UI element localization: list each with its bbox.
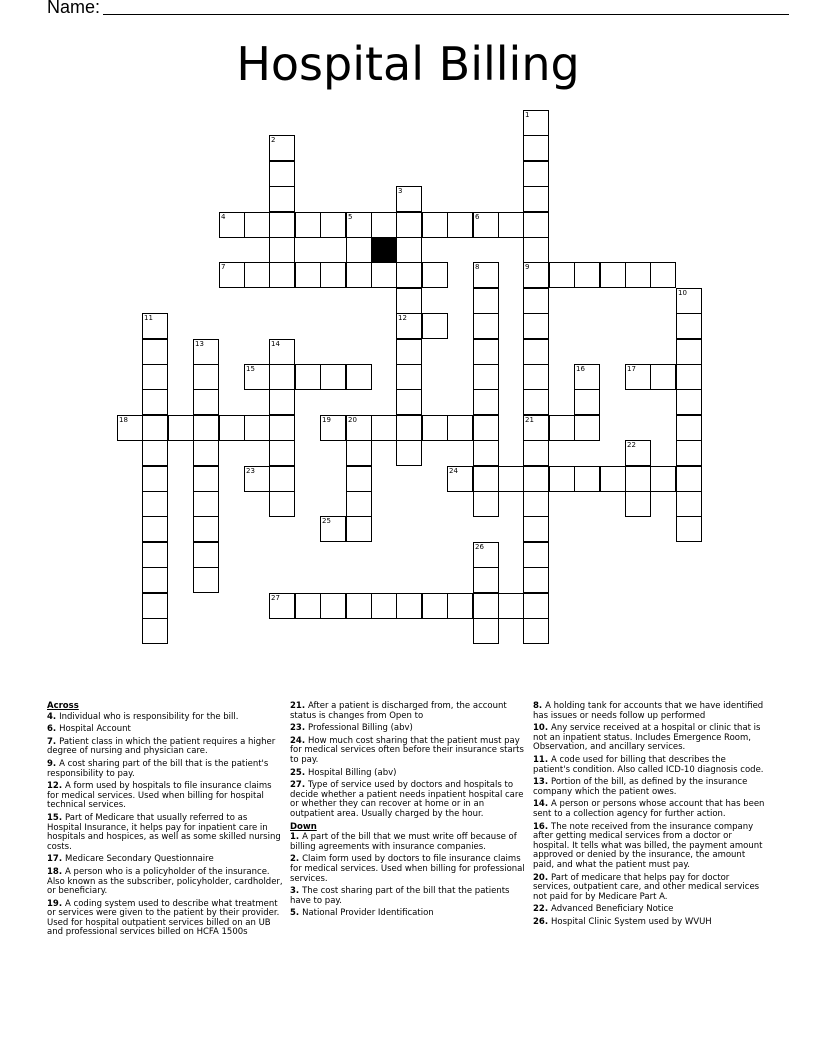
grid-cell[interactable] xyxy=(473,262,499,288)
clue-text: Medicare Secondary Questionnaire xyxy=(65,854,214,865)
clue-number: 2. xyxy=(290,854,303,865)
grid-cell[interactable] xyxy=(168,415,194,441)
grid-cell[interactable] xyxy=(523,339,549,365)
clue-number: 19. xyxy=(47,898,66,909)
clue-number: 23. xyxy=(290,723,309,734)
grid-cell[interactable] xyxy=(523,618,549,644)
grid-cell[interactable] xyxy=(346,364,372,390)
clue-number: 12. xyxy=(47,781,66,792)
clue-text: A person who is a policyholder of the insurance. Also known as the subscriber, policyholder, cardholder, or beneficiary. xyxy=(47,866,283,897)
clue-text: How much cost sharing that the patient must pay for medical services often before their insurance starts to pay. xyxy=(290,735,524,765)
grid-cell[interactable] xyxy=(523,161,549,187)
grid-cell[interactable] xyxy=(473,288,499,314)
grid-cell[interactable] xyxy=(346,466,372,492)
grid-cell[interactable] xyxy=(473,415,499,441)
clue-text: A holding tank for accounts that we have identified has issues or needs follow up performed xyxy=(533,701,764,721)
grid-cell[interactable] xyxy=(320,212,346,238)
clue-number: 8. xyxy=(533,701,546,711)
cell-number: 1 xyxy=(525,111,530,119)
clue-text: Hospital Account xyxy=(59,724,131,735)
grid-cell[interactable] xyxy=(244,212,270,238)
grid-cell[interactable] xyxy=(193,339,219,365)
grid-cell[interactable] xyxy=(244,364,270,390)
grid-cell[interactable] xyxy=(473,212,499,238)
grid-cell[interactable] xyxy=(422,593,448,619)
clue-number: 25. xyxy=(290,767,309,778)
grid-cell[interactable] xyxy=(473,491,499,517)
grid-cell[interactable] xyxy=(625,466,651,492)
grid-cell[interactable] xyxy=(422,313,448,339)
cell-number: 21 xyxy=(525,416,534,424)
clue-number: 9. xyxy=(47,758,60,769)
grid-cell[interactable] xyxy=(193,542,219,568)
page-title: Hospital Billing xyxy=(236,37,580,91)
clue-text: After a patient is discharged from, the account status is changes from Open to xyxy=(290,701,507,721)
grid-cell[interactable] xyxy=(422,212,448,238)
cell-number: 13 xyxy=(195,340,204,348)
grid-cell[interactable] xyxy=(371,262,397,288)
across-heading: Across xyxy=(47,701,79,711)
grid-cell[interactable] xyxy=(523,186,549,212)
clue-number: 14. xyxy=(533,799,552,810)
grid-cell[interactable] xyxy=(396,212,422,238)
grid-cell[interactable] xyxy=(193,389,219,415)
clue-number: 27. xyxy=(290,780,309,791)
grid-cell[interactable] xyxy=(142,542,168,568)
grid-cell[interactable] xyxy=(676,516,702,542)
clue-text: A coding system used to describe what treatment or services were given to the patient by their provider. Used for hospital outpatient services billed on an UB and professional services billed on HCFA 1500s xyxy=(47,898,280,938)
down-clue xyxy=(533,724,765,753)
grid-cell[interactable] xyxy=(473,618,499,644)
grid-cell[interactable] xyxy=(549,262,575,288)
grid-cell[interactable] xyxy=(676,440,702,466)
grid-cell[interactable] xyxy=(269,161,295,187)
clue-number: 18. xyxy=(47,866,66,877)
clue-number: 11. xyxy=(533,754,552,765)
clue-text: Hospital Billing (abv) xyxy=(308,767,397,778)
grid-cell[interactable] xyxy=(549,466,575,492)
grid-cell[interactable] xyxy=(244,262,270,288)
grid-cell[interactable] xyxy=(371,593,397,619)
grid-cell[interactable] xyxy=(142,516,168,542)
grid-cell[interactable] xyxy=(473,313,499,339)
grid-cell[interactable] xyxy=(396,593,422,619)
grid-cell[interactable] xyxy=(269,440,295,466)
grid-cell[interactable] xyxy=(295,593,321,619)
grid-cell[interactable] xyxy=(523,466,549,492)
grid-cell[interactable] xyxy=(523,237,549,263)
grid-cell[interactable] xyxy=(676,339,702,365)
across-clue xyxy=(47,900,283,938)
clue-number: 10. xyxy=(533,723,552,734)
grid-cell[interactable] xyxy=(447,466,473,492)
grid-cell[interactable] xyxy=(371,415,397,441)
grid-cell[interactable] xyxy=(473,466,499,492)
grid-cell[interactable] xyxy=(244,415,270,441)
grid-cell[interactable] xyxy=(142,567,168,593)
grid-cell[interactable] xyxy=(346,491,372,517)
clues-column-2 xyxy=(290,702,526,922)
cell-number: 19 xyxy=(322,416,331,424)
grid-cell[interactable] xyxy=(396,237,422,263)
clue-text: National Provider Identification xyxy=(302,908,434,919)
grid-cell[interactable] xyxy=(396,415,422,441)
grid-cell[interactable] xyxy=(269,262,295,288)
clue-number: 20. xyxy=(533,872,552,883)
grid-cell[interactable] xyxy=(269,186,295,212)
grid-cell[interactable] xyxy=(244,466,270,492)
grid-cell[interactable] xyxy=(269,593,295,619)
cell-number: 10 xyxy=(678,289,687,297)
grid-cell[interactable] xyxy=(142,313,168,339)
grid-cell[interactable] xyxy=(600,262,626,288)
across-clue xyxy=(290,724,526,734)
grid-cell[interactable] xyxy=(320,262,346,288)
grid-cell[interactable] xyxy=(676,466,702,492)
grid-cell[interactable] xyxy=(320,415,346,441)
grid-cell[interactable] xyxy=(523,212,549,238)
grid-cell[interactable] xyxy=(320,593,346,619)
grid-cell[interactable] xyxy=(295,212,321,238)
grid-cell[interactable] xyxy=(346,440,372,466)
cell-number: 23 xyxy=(246,467,255,475)
cell-number: 17 xyxy=(627,365,636,373)
grid-cell[interactable] xyxy=(193,516,219,542)
grid-cell[interactable] xyxy=(523,440,549,466)
grid-cell[interactable] xyxy=(396,339,422,365)
down-clue xyxy=(533,800,765,819)
grid-cell[interactable] xyxy=(498,212,524,238)
clue-text: Portion of the bill, as defined by the insurance company which the patient owes. xyxy=(533,777,748,797)
grid-cell[interactable] xyxy=(320,364,346,390)
grid-cell[interactable] xyxy=(523,593,549,619)
grid-cell[interactable] xyxy=(498,593,524,619)
down-clue xyxy=(290,909,526,919)
down-clue xyxy=(533,778,765,797)
down-clue xyxy=(533,702,765,721)
down-clue xyxy=(290,855,526,884)
cell-number: 11 xyxy=(144,314,153,322)
grid-cell[interactable] xyxy=(523,313,549,339)
clue-number: 4. xyxy=(47,711,60,722)
across-clue xyxy=(290,737,526,766)
grid-cell[interactable] xyxy=(346,593,372,619)
grid-cell[interactable] xyxy=(523,135,549,161)
grid-cell[interactable] xyxy=(422,262,448,288)
grid-cell[interactable] xyxy=(396,440,422,466)
grid-cell[interactable] xyxy=(193,567,219,593)
grid-cell[interactable] xyxy=(650,466,676,492)
down-clue xyxy=(290,833,526,852)
grid-cell[interactable] xyxy=(676,491,702,517)
grid-cell[interactable] xyxy=(473,389,499,415)
grid-cell[interactable] xyxy=(193,440,219,466)
clue-number: 6. xyxy=(47,724,60,735)
across-clue xyxy=(47,868,283,897)
grid-cell[interactable] xyxy=(523,110,549,136)
clue-number: 3. xyxy=(290,886,303,897)
grid-cell[interactable] xyxy=(523,389,549,415)
clue-text: Part of medicare that helps pay for doctor services, outpatient care, and other medical services not paid for by Medicare Part A. xyxy=(533,872,760,902)
cell-number: 24 xyxy=(449,467,458,475)
grid-cell[interactable] xyxy=(625,491,651,517)
cell-number: 20 xyxy=(348,416,357,424)
clue-number: 13. xyxy=(533,777,552,788)
clue-number: 17. xyxy=(47,854,66,865)
clue-text: Part of Medicare that usually referred to as Hospital Insurance, it helps pay for inpatient care in hospitals and hospices, as well as some skilled nursing costs. xyxy=(47,812,281,852)
grid-cell[interactable] xyxy=(473,440,499,466)
cell-number: 18 xyxy=(119,416,128,424)
grid-cell[interactable] xyxy=(193,466,219,492)
grid-cell[interactable] xyxy=(523,542,549,568)
grid-cell[interactable] xyxy=(574,262,600,288)
clue-number: 16. xyxy=(533,821,552,832)
down-clue xyxy=(290,887,526,906)
grid-cell[interactable] xyxy=(193,491,219,517)
grid-cell[interactable] xyxy=(523,364,549,390)
grid-cell[interactable] xyxy=(269,135,295,161)
grid-cell[interactable] xyxy=(269,212,295,238)
grid-cell[interactable] xyxy=(574,415,600,441)
grid-cell[interactable] xyxy=(193,364,219,390)
grid-cell[interactable] xyxy=(473,593,499,619)
across-clue xyxy=(47,782,283,811)
grid-cell[interactable] xyxy=(523,491,549,517)
clue-text: A person or persons whose account that has been sent to a collection agency for further action. xyxy=(533,799,765,819)
clue-number: 21. xyxy=(290,701,309,711)
cell-number: 3 xyxy=(398,187,403,195)
cell-number: 5 xyxy=(348,213,353,221)
grid-cell[interactable] xyxy=(346,262,372,288)
grid-cell[interactable] xyxy=(219,212,245,238)
grid-cell[interactable] xyxy=(396,262,422,288)
grid-cell[interactable] xyxy=(346,415,372,441)
grid-cell[interactable] xyxy=(396,186,422,212)
grid-cell[interactable] xyxy=(142,491,168,517)
clue-text: A code used for billing that describes the patient's condition. Also called ICD-10 diagnosis code. xyxy=(533,754,764,775)
clue-number: 26. xyxy=(533,916,552,927)
clues-column-3 xyxy=(533,702,765,930)
cell-number: 9 xyxy=(525,263,530,271)
grid-cell[interactable] xyxy=(269,415,295,441)
grid-cell[interactable] xyxy=(447,212,473,238)
grid-cell[interactable] xyxy=(142,364,168,390)
grid-cell[interactable] xyxy=(600,466,626,492)
grid-cell[interactable] xyxy=(625,364,651,390)
grid-cell[interactable] xyxy=(676,364,702,390)
across-clue xyxy=(47,855,283,865)
clue-number: 24. xyxy=(290,735,309,746)
cell-number: 12 xyxy=(398,314,407,322)
grid-cell[interactable] xyxy=(142,415,168,441)
cell-number: 8 xyxy=(475,263,480,271)
grid-cell[interactable] xyxy=(219,415,245,441)
grid-cell[interactable] xyxy=(295,262,321,288)
clue-text: A form used by hospitals to file insurance claims for medical services. Used when billing for hospital technical services. xyxy=(47,781,272,811)
grid-cell[interactable] xyxy=(396,389,422,415)
clue-text: Any service received at a hospital or clinic that is not an inpatient status. Includes Emergence Room, Observation, and ancillary services. xyxy=(533,723,761,753)
grid-cell[interactable] xyxy=(625,440,651,466)
across-clue xyxy=(47,814,283,852)
clue-text: A part of the bill that we must write off because of billing agreements with insurance companies. xyxy=(290,832,517,852)
cell-number: 26 xyxy=(475,543,484,551)
grid-cell[interactable] xyxy=(625,262,651,288)
grid-cell[interactable] xyxy=(396,364,422,390)
down-clue xyxy=(533,918,765,928)
grid-cell[interactable] xyxy=(650,262,676,288)
grid-cell[interactable] xyxy=(396,288,422,314)
clue-text: Claim form used by doctors to file insurance claims for medical services. Used when billing for professional services. xyxy=(290,854,525,884)
across-clue xyxy=(47,725,283,735)
cell-number: 7 xyxy=(221,263,226,271)
clue-text: Hospital Clinic System used by WVUH xyxy=(551,916,712,927)
clue-text: Advanced Beneficiary Notice xyxy=(551,904,674,915)
grid-cell[interactable] xyxy=(523,516,549,542)
clue-text: Type of service used by doctors and hospitals to decide whether a patient needs inpatient hospital care or whether they can recover at home or in an outpatient area. Usually charged by the hour. xyxy=(290,780,524,819)
clues-column-1 xyxy=(47,702,283,941)
cell-number: 15 xyxy=(246,365,255,373)
across-clue xyxy=(47,738,283,757)
across-clue xyxy=(47,760,283,779)
clue-text: Individual who is responsibility for the bill. xyxy=(59,711,239,722)
grid-cell[interactable] xyxy=(422,415,448,441)
clue-text: The cost sharing part of the bill that the patients have to pay. xyxy=(290,886,510,906)
clue-text: A cost sharing part of the bill that is the patient's responsibility to pay. xyxy=(47,758,269,779)
grid-cell[interactable] xyxy=(473,567,499,593)
grid-cell[interactable] xyxy=(498,466,524,492)
grid-cell[interactable] xyxy=(473,339,499,365)
clue-text: Patient class in which the patient requires a higher degree of nursing and physician care. xyxy=(47,736,276,757)
down-clue xyxy=(533,823,765,871)
grid-cell[interactable] xyxy=(269,339,295,365)
cell-number: 16 xyxy=(576,365,585,373)
grid-cell[interactable] xyxy=(142,389,168,415)
grid-cell[interactable] xyxy=(142,440,168,466)
clue-text: The note received from the insurance company after getting medical services from a doctor or hospital. It tells what was billed, the payment amount approved or denied by the insurance, the amount paid, and what the patient must pay. xyxy=(533,821,763,870)
down-clue xyxy=(533,756,765,775)
grid-cell[interactable] xyxy=(269,491,295,517)
grid-cell[interactable] xyxy=(295,364,321,390)
grid-cell[interactable] xyxy=(650,364,676,390)
clue-number: 22. xyxy=(533,904,552,915)
grid-cell[interactable] xyxy=(193,415,219,441)
cell-number: 25 xyxy=(322,517,331,525)
grid-cell[interactable] xyxy=(523,567,549,593)
black-square xyxy=(371,237,397,263)
down-clue xyxy=(533,874,765,903)
cell-number: 4 xyxy=(221,213,226,221)
grid-cell[interactable] xyxy=(142,339,168,365)
grid-cell[interactable] xyxy=(523,262,549,288)
grid-cell[interactable] xyxy=(269,389,295,415)
grid-cell[interactable] xyxy=(523,288,549,314)
grid-cell[interactable] xyxy=(346,237,372,263)
cell-number: 2 xyxy=(271,136,276,144)
across-clue xyxy=(47,713,283,723)
grid-cell[interactable] xyxy=(676,313,702,339)
across-clue xyxy=(290,769,526,779)
name-label: Name: xyxy=(47,0,101,17)
grid-cell[interactable] xyxy=(574,389,600,415)
down-clue xyxy=(533,905,765,915)
cell-number: 22 xyxy=(627,441,636,449)
grid-cell[interactable] xyxy=(447,415,473,441)
clue-number: 15. xyxy=(47,812,66,823)
clue-number: 1. xyxy=(290,832,303,843)
across-clue xyxy=(290,702,526,721)
grid-cell[interactable] xyxy=(447,593,473,619)
clue-text: Professional Billing (abv) xyxy=(308,723,413,734)
cell-number: 6 xyxy=(475,213,480,221)
grid-cell[interactable] xyxy=(371,212,397,238)
grid-cell[interactable] xyxy=(523,415,549,441)
grid-cell[interactable] xyxy=(396,313,422,339)
grid-cell[interactable] xyxy=(320,516,346,542)
grid-cell[interactable] xyxy=(676,415,702,441)
grid-cell[interactable] xyxy=(473,364,499,390)
grid-cell[interactable] xyxy=(142,593,168,619)
cell-number: 14 xyxy=(271,340,280,348)
clue-number: 5. xyxy=(290,908,303,919)
grid-cell[interactable] xyxy=(269,466,295,492)
grid-cell[interactable] xyxy=(549,415,575,441)
grid-cell[interactable] xyxy=(574,466,600,492)
grid-cell[interactable] xyxy=(269,237,295,263)
grid-cell[interactable] xyxy=(346,212,372,238)
grid-cell[interactable] xyxy=(473,542,499,568)
grid-cell[interactable] xyxy=(142,618,168,644)
grid-cell[interactable] xyxy=(574,364,600,390)
grid-cell[interactable] xyxy=(676,288,702,314)
cell-number: 27 xyxy=(271,594,280,602)
grid-cell[interactable] xyxy=(219,262,245,288)
across-clue xyxy=(290,781,526,819)
clue-number: 7. xyxy=(47,736,60,747)
grid-cell[interactable] xyxy=(346,516,372,542)
grid-cell[interactable] xyxy=(117,415,143,441)
grid-cell[interactable] xyxy=(269,364,295,390)
down-heading: Down xyxy=(290,821,317,832)
grid-cell[interactable] xyxy=(142,466,168,492)
grid-cell[interactable] xyxy=(676,389,702,415)
